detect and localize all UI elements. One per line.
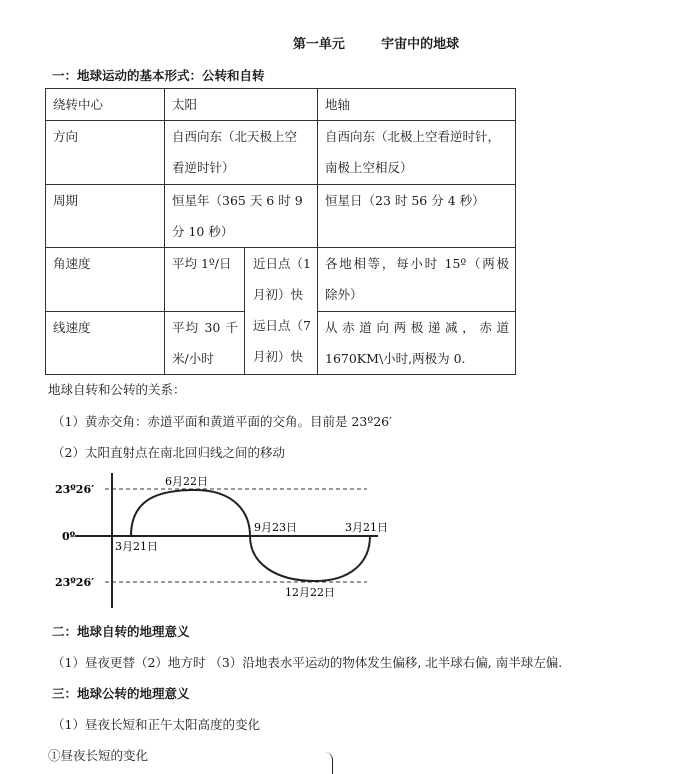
cell-line: 自西向东（北极上空看逆时针，	[325, 129, 501, 144]
cell-line: 分 10 秒）	[172, 224, 234, 239]
cell-line: 自西向东（北天极上空	[172, 129, 298, 144]
cell-line: 月初）快	[253, 349, 304, 364]
label-jun22: 6月22日	[165, 475, 208, 488]
section-1-heading: 一：地球运动的基本形式：公转和自转	[52, 68, 265, 83]
label-sep23: 9月23日	[254, 521, 297, 534]
section-3-heading: 三：地球公转的地理意义	[52, 686, 190, 701]
header-cell-sun: 太阳	[165, 89, 318, 121]
row-label-angular-speed	[46, 248, 165, 312]
table-row-direction	[46, 121, 516, 185]
row-label-text: 角速度	[53, 256, 91, 271]
cell-line: 月初）快	[253, 287, 304, 302]
table-row-angular-speed	[46, 248, 516, 312]
relation-item-1: （1）黄赤交角：赤道平面和黄道平面的交角。目前是 23º26′	[52, 414, 392, 429]
header-cell-center: 绕转中心	[46, 89, 165, 121]
cell-line: 恒星年（365 天 6 时 9	[172, 193, 303, 208]
table-row-period	[46, 185, 516, 248]
header-cell-axis: 地轴	[318, 89, 516, 121]
cell-line: 各地相等，每小时 15º（两极	[325, 256, 509, 271]
section-2-text: （1）昼夜更替（2）地方时 （3）沿地表水平运动的物体发生偏移, 北半球右偏, 南半球左偏.	[52, 655, 563, 670]
row-label-direction	[46, 121, 165, 185]
cell-line: 恒星日（23 时 56 分 4 秒）	[325, 193, 485, 208]
row-label-linear-speed	[46, 312, 165, 375]
rotation-angular-speed-cell	[318, 248, 516, 312]
label-dec22: 12月22日	[285, 586, 335, 599]
cell-line: 看逆时针）	[172, 160, 235, 175]
revolution-angular-speed-cell	[165, 248, 245, 312]
revolution-linear-speed-cell	[165, 312, 245, 375]
cell-line: 米/小时	[172, 351, 214, 366]
cell-line: 南极上空相反）	[325, 160, 413, 175]
ytick-zero: 0º	[62, 530, 76, 543]
rotation-period-cell	[318, 185, 516, 248]
section-3-item-1: （1）昼夜长短和正午太阳高度的变化	[52, 717, 260, 732]
row-label-period	[46, 185, 165, 248]
revolution-period-cell	[165, 185, 318, 248]
rotation-linear-speed-cell	[318, 312, 516, 375]
revolution-direction-cell	[165, 121, 318, 185]
relation-item-2: （2）太阳直射点在南北回归线之间的移动	[52, 445, 285, 460]
cell-line: 平均 1º/日	[172, 256, 232, 271]
cell-line: 除外）	[325, 287, 363, 302]
row-label-text: 线速度	[53, 320, 91, 335]
relation-heading: 地球自转和公转的关系：	[48, 382, 186, 397]
table-header-row	[46, 89, 516, 121]
ytick-south: 23º26′	[55, 576, 95, 589]
row-label-text: 周期	[53, 193, 79, 208]
subsolar-point-chart	[45, 468, 405, 613]
row-label-text: 方向	[53, 129, 79, 144]
rotation-direction-cell	[318, 121, 516, 185]
cell-line: 平均 30 千	[172, 320, 238, 335]
perihelion-aphelion-cell	[245, 248, 318, 375]
cell-line: 近日点（1	[253, 256, 311, 271]
ytick-north: 23º26′	[55, 483, 95, 496]
page-title: 第一单元 宇宙中的地球	[292, 37, 460, 52]
cell-line: 远日点（7	[253, 318, 311, 333]
label-mar21-start: 3月21日	[115, 540, 158, 553]
cell-line: 1670KM\小时,两极为 0.	[325, 351, 466, 366]
section-3-sub-1: ①昼夜长短的变化	[48, 748, 149, 763]
cell-line: 从赤道向两极递减，赤道	[325, 320, 509, 335]
section-2-heading: 二：地球自转的地理意义	[52, 624, 190, 639]
label-mar21-end: 3月21日	[345, 521, 388, 534]
earth-motion-table	[45, 88, 516, 375]
brace-decoration	[322, 752, 333, 774]
